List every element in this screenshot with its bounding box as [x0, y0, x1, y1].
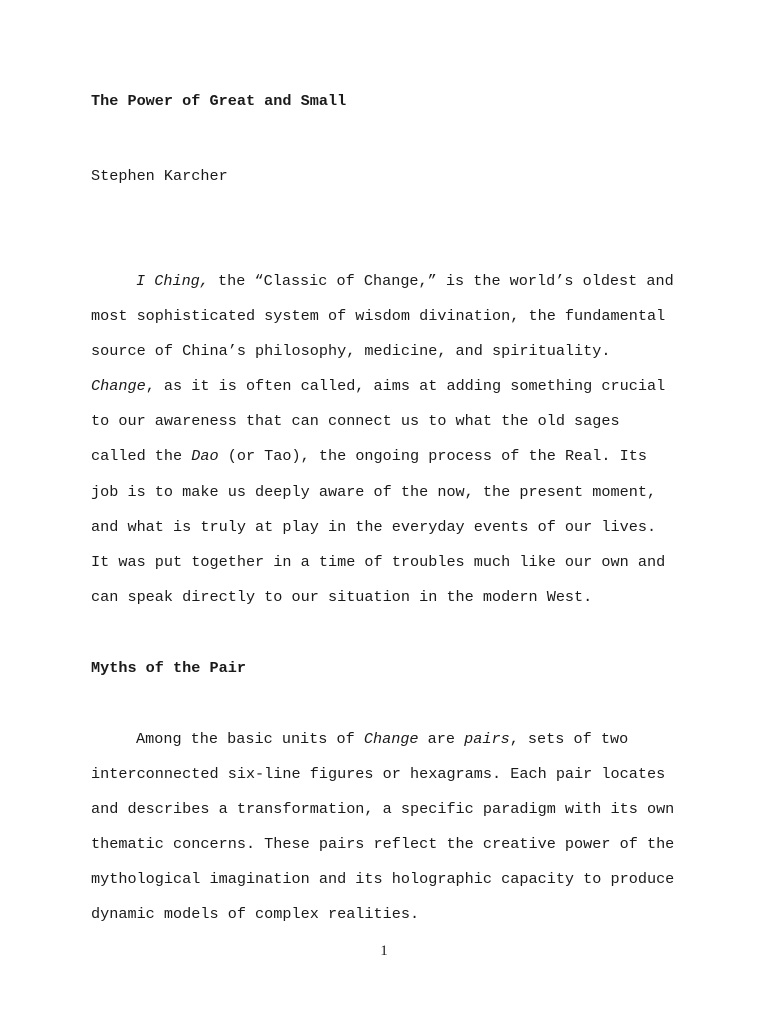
paragraph-line: to our awareness that can connect us to what the old sages: [91, 412, 620, 431]
paragraph-line: Among the basic units of Change are pairs, sets of two: [136, 730, 629, 748]
author-name: Stephen Karcher: [91, 167, 228, 185]
paragraph-line: and what is truly at play in the everyday events of our lives.: [91, 517, 657, 536]
paragraph-line: I Ching, the “Classic of Change,” is the world’s oldest and: [136, 272, 674, 290]
paragraph-line: interconnected six-line figures or hexagrams. Each pair locates: [91, 765, 666, 784]
paragraph-line: thematic concerns. These pairs reflect the creative power of the: [91, 835, 675, 854]
page-number: 1: [380, 943, 388, 959]
paragraph-line: Change, as it is often called, aims at adding something crucial: [91, 377, 666, 396]
paragraph-line: called the Dao (or Tao), the ongoing process of the Real. Its: [91, 447, 647, 466]
paragraph-line: can speak directly to our situation in the modern West.: [91, 587, 593, 606]
section-heading: Myths of the Pair: [91, 659, 246, 677]
paragraph-line: job is to make us deeply aware of the now, the present moment,: [91, 482, 657, 501]
term-italic: Dao: [191, 447, 219, 466]
paragraph-line: most sophisticated system of wisdom divination, the fundamental: [91, 307, 666, 326]
book-title-italic: I Ching,: [136, 272, 209, 290]
book-title-italic: Change: [91, 377, 146, 396]
paragraph-line: source of China’s philosophy, medicine, and spirituality.: [91, 342, 611, 361]
paragraph-line: dynamic models of complex realities.: [91, 905, 420, 924]
body-paragraph-pairs: [91, 730, 674, 941]
document-title: The Power of Great and Small: [91, 92, 347, 110]
paragraph-line: mythological imagination and its holographic capacity to produce: [91, 870, 675, 889]
body-paragraph-intro: [91, 272, 674, 623]
book-title-italic: Change: [363, 730, 419, 748]
paragraph-line: and describes a transformation, a specific paradigm with its own: [91, 800, 675, 819]
paragraph-line: It was put together in a time of troubles much like our own and: [91, 552, 666, 571]
term-italic: pairs: [464, 730, 510, 748]
